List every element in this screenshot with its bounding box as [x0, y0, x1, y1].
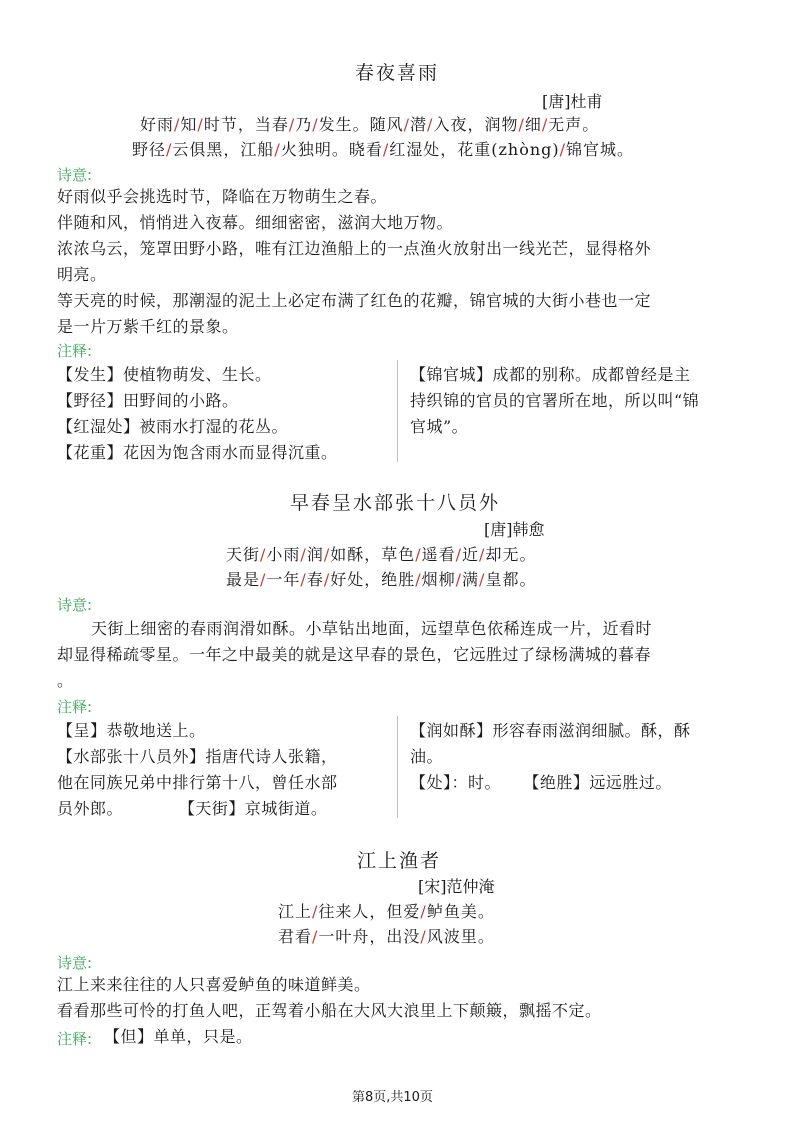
verse-segment: 好雨	[140, 115, 175, 134]
pause-slash: /	[518, 115, 525, 134]
poem3-meaning-label: 诗意:	[57, 954, 93, 972]
pause-slash: /	[541, 115, 549, 134]
note-item: 【处】：时。 【绝胜】远远胜过。	[410, 773, 672, 792]
poem1-line2	[132, 137, 634, 160]
verse-segment: 小雨	[266, 545, 301, 564]
poem2-notes-left	[57, 718, 397, 822]
poem2-line2	[226, 567, 536, 590]
verse-segment: 入夜，润物	[433, 115, 519, 134]
verse-segment: 天街	[226, 545, 261, 564]
poem1-notes-right	[410, 362, 750, 440]
note-item: 【发生】使植物萌发、生长。	[57, 365, 272, 384]
verse-segment: 君看	[278, 927, 313, 946]
meaning-line: 天街上细密的春雨润滑如酥。小草钻出地面，远望草色依稀连成一片，近看时	[91, 619, 653, 638]
pause-slash: /	[382, 140, 390, 159]
poem1-meaning	[57, 184, 747, 340]
note-item: 【花重】花因为饱含雨水而显得沉重。	[57, 443, 338, 462]
pause-slash: /	[312, 902, 319, 921]
verse-segment: 无声。	[548, 115, 600, 134]
verse-segment: 遥看	[421, 545, 456, 564]
note-item: 油。	[410, 747, 444, 766]
pause-slash: /	[420, 927, 427, 946]
pause-slash: /	[323, 545, 331, 564]
pause-slash: /	[300, 545, 307, 564]
verse-segment: 却无。	[485, 545, 537, 564]
verse-segment: 好处，绝胜	[330, 570, 416, 589]
note-item: 【润如酥】形容春雨滋润细腻。酥，酥	[410, 721, 691, 740]
verse-segment: 时节，当春	[203, 115, 289, 134]
meaning-line: 伴随和风，悄悄进入夜幕。细细密密，滋润大地万物。	[57, 213, 454, 232]
verse-segment: 鲈鱼美。	[426, 902, 495, 921]
pause-slash: /	[479, 570, 486, 589]
pause-slash: /	[260, 545, 267, 564]
poem1-author: [唐]杜甫	[542, 92, 603, 111]
poem2-meaning	[57, 616, 747, 694]
verse-segment: 红湿处，花重(zhòng)	[389, 140, 560, 159]
verse-segment: 火独明。晓看	[280, 140, 383, 159]
poem1-line1	[140, 112, 599, 135]
pause-slash: /	[403, 115, 411, 134]
verse-segment: 云俱黑，江船	[172, 140, 275, 159]
poem2-notes-right	[410, 718, 750, 796]
poem2-meaning-label: 诗意:	[57, 596, 93, 614]
verse-segment: 知	[180, 115, 198, 134]
poem3-meaning	[57, 972, 747, 1024]
note-item: 他在同族兄弟中排行第十八，曾任水部	[57, 773, 338, 792]
meaning-line: 却显得稀疏零星。一年之中最美的就是这早春的景色，它远胜过了绿杨满城的暮春	[57, 645, 652, 664]
note-item: 【呈】恭敬地送上。	[57, 721, 206, 740]
poem3-line1	[278, 899, 495, 922]
poem2-line1	[226, 542, 536, 565]
page-number: 第8页,共10页	[352, 1090, 433, 1105]
notes-divider	[397, 360, 398, 462]
verse-segment: 满	[462, 570, 480, 589]
pause-slash: /	[420, 902, 427, 921]
pause-slash: /	[260, 570, 267, 589]
pause-slash: /	[455, 545, 463, 564]
verse-segment: 江上	[278, 902, 313, 921]
verse-segment: 近	[462, 545, 480, 564]
pause-slash: /	[415, 570, 422, 589]
note-item: 【野径】田野间的小路。	[57, 391, 239, 410]
note-item: 【水部张十八员外】指唐代诗人张籍，	[57, 747, 338, 766]
poem1-meaning-label: 诗意:	[57, 166, 93, 184]
verse-segment: 皇都。	[485, 570, 537, 589]
pause-slash: /	[166, 140, 173, 159]
meaning-line: 浓浓乌云，笼罩田野小路，唯有江边渔船上的一点渔火放射出一线光芒，显得格外	[57, 239, 652, 258]
verse-segment: 潜	[410, 115, 428, 134]
pause-slash: /	[415, 545, 422, 564]
pause-slash: /	[427, 115, 434, 134]
verse-segment: 润	[306, 545, 324, 564]
meaning-line: 明亮。	[57, 265, 107, 284]
poem3-notes-label: 注释:	[57, 1030, 93, 1048]
verse-segment: 烟柳	[421, 570, 456, 589]
poem3-line2	[278, 924, 495, 947]
verse-segment: 一年	[266, 570, 301, 589]
notes-divider	[397, 716, 398, 818]
verse-segment: 锦官城。	[566, 140, 635, 159]
poem2-notes-label: 注释:	[57, 698, 93, 716]
pause-slash: /	[274, 140, 281, 159]
note-item: 员外郎。 【天街】京城街道。	[57, 799, 328, 818]
pause-slash: /	[197, 115, 204, 134]
poem1-title: 春夜喜雨	[355, 62, 440, 84]
poem1-notes-left	[57, 362, 397, 466]
note-item: 【锦官城】成都的别称。成都曾经是主	[410, 365, 691, 384]
pause-slash: /	[312, 115, 319, 134]
verse-segment: 一叶舟，出没	[318, 927, 421, 946]
verse-segment: 往来人，但爱	[318, 902, 421, 921]
poem1-notes-label: 注释:	[57, 342, 93, 360]
poem3-author: [宋]范仲淹	[418, 877, 495, 896]
pause-slash: /	[288, 115, 296, 134]
meaning-line: 好雨似乎会挑选时节，降临在万物萌生之春。	[57, 187, 388, 206]
note-item: 官城”。	[410, 417, 469, 436]
note-item: 【红湿处】被雨水打湿的花丛。	[57, 417, 289, 436]
meaning-line: 。	[57, 671, 74, 690]
meaning-line: 看看那些可怜的打鱼人吧，正驾着小船在大风大浪里上下颠簸，飘摇不定。	[57, 1001, 602, 1020]
verse-segment: 乃	[295, 115, 313, 134]
verse-segment: 野径	[132, 140, 167, 159]
verse-segment: 如酥，草色	[330, 545, 416, 564]
poem3-note-item: 【但】单单，只是。	[104, 1027, 253, 1046]
verse-segment: 春	[306, 570, 324, 589]
pause-slash: /	[559, 140, 567, 159]
meaning-line: 等天亮的时候，那潮湿的泥土上必定布满了红色的花瓣，锦官城的大街小巷也一定	[57, 291, 652, 310]
note-item: 持织锦的官员的官署所在地，所以叫“锦	[410, 391, 700, 410]
pause-slash: /	[323, 570, 331, 589]
verse-segment: 发生。随风	[318, 115, 404, 134]
poem2-title: 早春呈水部张十八员外	[290, 492, 501, 514]
poem3-title: 江上渔者	[357, 850, 442, 872]
meaning-line: 江上来来往往的人只喜爱鲈鱼的味道鲜美。	[57, 975, 371, 994]
meaning-line: 是一片万紫千红的景象。	[57, 317, 239, 336]
pause-slash: /	[312, 927, 319, 946]
poem2-author: [唐]韩愈	[484, 520, 545, 539]
verse-segment: 细	[524, 115, 542, 134]
pause-slash: /	[479, 545, 486, 564]
pause-slash: /	[455, 570, 463, 589]
verse-segment: 风波里。	[426, 927, 495, 946]
verse-segment: 最是	[226, 570, 261, 589]
pause-slash: /	[300, 570, 307, 589]
pause-slash: /	[174, 115, 181, 134]
